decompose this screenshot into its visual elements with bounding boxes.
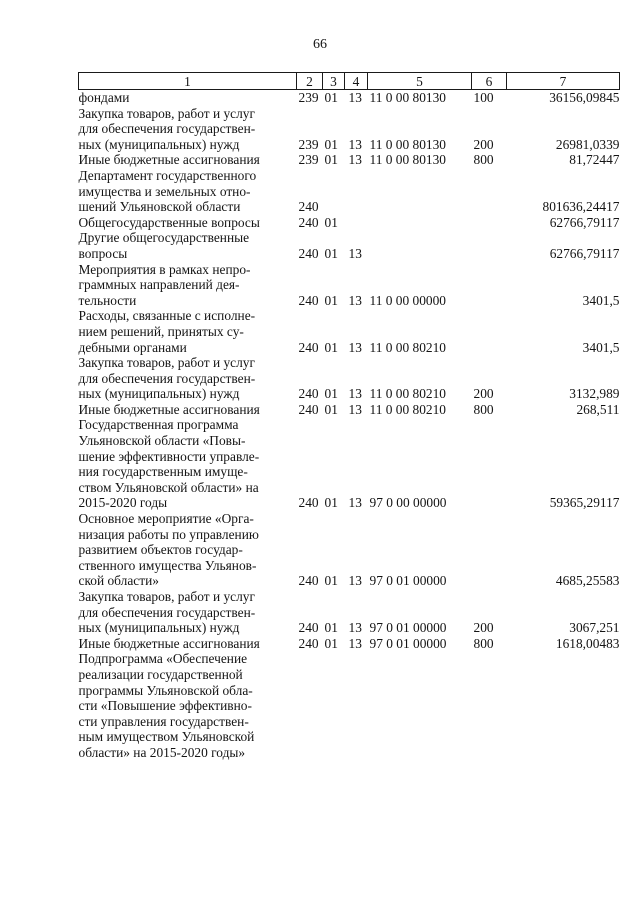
row-admin-code: 240 bbox=[298, 245, 319, 261]
row-amount: 3067,251 bbox=[569, 620, 620, 636]
row-expense-type: 800 bbox=[473, 152, 494, 168]
row-amount: 268,511 bbox=[576, 401, 620, 417]
row-name-line: реализации государственной bbox=[78, 666, 243, 682]
table-row bbox=[79, 262, 620, 309]
table-row bbox=[79, 90, 620, 106]
table-row bbox=[79, 511, 620, 589]
table-row bbox=[79, 589, 620, 636]
row-expense-type bbox=[472, 308, 507, 355]
row-name bbox=[79, 417, 297, 511]
table-row bbox=[79, 402, 620, 418]
row-expense-type: 200 bbox=[473, 386, 494, 402]
row-admin-code: 240 bbox=[298, 199, 319, 215]
row-target-article bbox=[368, 215, 472, 231]
row-amount: 1618,00483 bbox=[555, 635, 620, 651]
row-name-line: сти управления государствен- bbox=[78, 713, 249, 729]
row-name-line: дебными органами bbox=[78, 339, 187, 355]
row-name bbox=[79, 230, 297, 261]
row-name-line: для обеспечения государствен- bbox=[78, 604, 256, 620]
row-amount bbox=[507, 651, 620, 760]
row-name bbox=[79, 308, 297, 355]
row-subsection-code: 13 bbox=[348, 573, 362, 589]
row-name-line: граммных направлений дея- bbox=[78, 277, 240, 293]
row-expense-type bbox=[472, 651, 507, 760]
row-admin-code: 240 bbox=[298, 214, 319, 230]
row-expense-type: 800 bbox=[473, 635, 494, 651]
row-name-line: ным имуществом Ульяновской bbox=[78, 729, 255, 745]
row-name-line: Закупка товаров, работ и услуг bbox=[78, 355, 255, 371]
row-amount: 62766,79117 bbox=[549, 245, 620, 261]
table-row bbox=[79, 152, 620, 168]
row-name-line: шений Ульяновской области bbox=[78, 199, 241, 215]
row-name-line: развитием объектов государ- bbox=[78, 542, 243, 558]
row-section-code: 01 bbox=[324, 339, 338, 355]
row-expense-type: 200 bbox=[473, 620, 494, 636]
row-target-article: 97 0 01 00000 bbox=[369, 635, 447, 651]
row-name-line: тельности bbox=[78, 292, 137, 308]
row-amount: 36156,09845 bbox=[549, 90, 620, 105]
row-target-article: 11 0 00 80210 bbox=[369, 339, 446, 355]
row-name-line: вопросы bbox=[78, 245, 128, 261]
row-section-code bbox=[323, 168, 345, 215]
row-name-line: Государственная программа bbox=[78, 417, 239, 433]
row-amount: 81,72447 bbox=[569, 152, 620, 168]
table-row bbox=[79, 168, 620, 215]
row-name bbox=[79, 262, 297, 309]
row-name-line: Закупка товаров, работ и услуг bbox=[78, 105, 255, 121]
row-admin-code: 240 bbox=[298, 635, 319, 651]
row-subsection-code: 13 bbox=[348, 401, 362, 417]
row-name-line: программы Ульяновской обла- bbox=[78, 682, 253, 698]
row-target-article: 97 0 00 00000 bbox=[369, 495, 447, 511]
table-row bbox=[79, 636, 620, 652]
row-expense-type: 200 bbox=[473, 136, 494, 152]
row-expense-type bbox=[472, 417, 507, 511]
row-section-code: 01 bbox=[324, 620, 338, 636]
row-section-code: 01 bbox=[324, 245, 338, 261]
row-subsection-code: 13 bbox=[348, 339, 362, 355]
row-section-code: 01 bbox=[324, 495, 338, 511]
header-col-admin: 2 bbox=[297, 73, 323, 90]
row-admin-code: 239 bbox=[298, 90, 319, 105]
row-expense-type bbox=[472, 215, 507, 231]
row-name-line: нием решений, принятых су- bbox=[78, 323, 244, 339]
row-subsection-code bbox=[345, 651, 368, 760]
row-name bbox=[79, 152, 297, 168]
row-name-line: имущества и земельных отно- bbox=[78, 183, 251, 199]
row-name-line: области» на 2015-2020 годы» bbox=[78, 744, 246, 760]
budget-table bbox=[78, 72, 620, 761]
row-section-code: 01 bbox=[324, 90, 338, 105]
table-row bbox=[79, 417, 620, 511]
row-expense-type bbox=[472, 511, 507, 589]
row-name-line: фондами bbox=[78, 90, 130, 105]
row-name-line: Основное мероприятие «Орга- bbox=[78, 511, 254, 527]
row-section-code: 01 bbox=[324, 386, 338, 402]
row-name-line: Закупка товаров, работ и услуг bbox=[78, 589, 255, 604]
row-subsection-code: 13 bbox=[348, 292, 362, 308]
row-amount: 4685,25583 bbox=[555, 573, 620, 589]
row-name-line: ния государственным имуще- bbox=[78, 464, 248, 480]
table-row bbox=[79, 651, 620, 760]
row-admin-code: 239 bbox=[298, 152, 319, 168]
row-name-line: сти «Повышение эффективно- bbox=[78, 698, 252, 714]
row-subsection-code bbox=[345, 215, 368, 231]
table-header bbox=[79, 73, 620, 90]
row-admin-code: 240 bbox=[298, 386, 319, 402]
header-col-subsection: 4 bbox=[345, 73, 368, 90]
row-name-line: Ульяновской области «Повы- bbox=[78, 433, 246, 449]
row-name-line: Иные бюджетные ассигнования bbox=[78, 152, 260, 168]
row-section-code: 01 bbox=[324, 635, 338, 651]
row-name-line: Расходы, связанные с исполне- bbox=[78, 308, 256, 324]
row-name bbox=[79, 106, 297, 153]
row-subsection-code: 13 bbox=[348, 386, 362, 402]
table-row bbox=[79, 215, 620, 231]
row-subsection-code: 13 bbox=[348, 635, 362, 651]
row-section-code: 01 bbox=[324, 152, 338, 168]
row-name-line: Другие общегосударственные bbox=[78, 230, 250, 246]
row-section-code: 01 bbox=[324, 214, 338, 230]
row-name-line: Департамент государственного bbox=[78, 167, 257, 183]
row-admin-code: 240 bbox=[298, 620, 319, 636]
row-subsection-code: 13 bbox=[348, 245, 362, 261]
row-name bbox=[79, 511, 297, 589]
row-name-line: Мероприятия в рамках непро- bbox=[78, 261, 251, 277]
table-row bbox=[79, 230, 620, 261]
row-expense-type: 100 bbox=[473, 90, 494, 105]
row-amount: 3401,5 bbox=[582, 339, 620, 355]
row-target-article: 11 0 00 80130 bbox=[369, 136, 446, 152]
row-name-line: низация работы по управлению bbox=[78, 526, 259, 542]
row-amount: 59365,29117 bbox=[549, 495, 620, 511]
row-name bbox=[79, 90, 297, 106]
row-name-line: Подпрограмма «Обеспечение bbox=[78, 651, 248, 667]
row-name-line: для обеспечения государствен- bbox=[78, 121, 256, 137]
row-name-line: ственного имущества Ульянов- bbox=[78, 557, 257, 573]
row-subsection-code: 13 bbox=[348, 136, 362, 152]
row-name bbox=[79, 651, 297, 760]
row-subsection-code: 13 bbox=[348, 495, 362, 511]
row-amount: 3401,5 bbox=[582, 292, 620, 308]
row-section-code bbox=[323, 651, 345, 760]
row-name bbox=[79, 402, 297, 418]
table-row bbox=[79, 106, 620, 153]
row-amount: 801636,24417 bbox=[542, 199, 620, 215]
row-admin-code: 240 bbox=[298, 339, 319, 355]
header-col-name: 1 bbox=[79, 73, 297, 90]
header-col-section: 3 bbox=[323, 73, 345, 90]
row-target-article: 11 0 00 80210 bbox=[369, 386, 446, 402]
header-col-amount: 7 bbox=[507, 73, 620, 90]
row-expense-type bbox=[472, 230, 507, 261]
row-name-line: Иные бюджетные ассигнования bbox=[78, 635, 260, 651]
row-section-code: 01 bbox=[324, 136, 338, 152]
row-name-line: ных (муниципальных) нужд bbox=[78, 136, 240, 152]
header-col-target-article: 5 bbox=[368, 73, 472, 90]
row-expense-type bbox=[472, 262, 507, 309]
row-name-line: шение эффективности управле- bbox=[78, 448, 260, 464]
row-target-article: 97 0 01 00000 bbox=[369, 620, 447, 636]
row-admin-code: 240 bbox=[298, 401, 319, 417]
row-target-article: 11 0 00 80130 bbox=[369, 90, 446, 105]
row-amount: 62766,79117 bbox=[549, 214, 620, 230]
row-name bbox=[79, 636, 297, 652]
row-section-code: 01 bbox=[324, 292, 338, 308]
row-subsection-code: 13 bbox=[348, 620, 362, 636]
row-name bbox=[79, 589, 297, 636]
table-row bbox=[79, 308, 620, 355]
row-section-code: 01 bbox=[324, 573, 338, 589]
row-name bbox=[79, 168, 297, 215]
row-target-article: 11 0 00 00000 bbox=[369, 292, 446, 308]
row-name-line: для обеспечения государствен- bbox=[78, 370, 256, 386]
row-expense-type bbox=[472, 168, 507, 215]
page-number: 66 bbox=[313, 37, 327, 52]
row-name-line: 2015-2020 годы bbox=[78, 495, 168, 511]
row-subsection-code: 13 bbox=[348, 152, 362, 168]
row-target-article bbox=[368, 230, 472, 261]
row-subsection-code: 13 bbox=[348, 90, 362, 105]
row-target-article bbox=[368, 651, 472, 760]
row-target-article: 11 0 00 80130 bbox=[369, 152, 446, 168]
row-amount: 26981,0339 bbox=[555, 136, 620, 152]
row-name-line: ных (муниципальных) нужд bbox=[78, 620, 240, 636]
row-name-line: ской области» bbox=[78, 573, 159, 589]
row-subsection-code bbox=[345, 168, 368, 215]
row-target-article: 97 0 01 00000 bbox=[369, 573, 447, 589]
table-row bbox=[79, 355, 620, 402]
row-target-article: 11 0 00 80210 bbox=[369, 401, 446, 417]
row-target-article bbox=[368, 168, 472, 215]
row-expense-type: 800 bbox=[473, 401, 494, 417]
row-admin-code: 240 bbox=[298, 573, 319, 589]
row-name-line: Общегосударственные вопросы bbox=[78, 214, 260, 230]
row-admin-code: 239 bbox=[298, 136, 319, 152]
row-admin-code: 240 bbox=[298, 495, 319, 511]
row-name bbox=[79, 355, 297, 402]
row-admin-code: 240 bbox=[298, 292, 319, 308]
table-body bbox=[79, 90, 620, 761]
row-section-code: 01 bbox=[324, 401, 338, 417]
row-name-line: ных (муниципальных) нужд bbox=[78, 386, 240, 402]
row-admin-code bbox=[297, 651, 323, 760]
row-name-line: Иные бюджетные ассигнования bbox=[78, 401, 260, 417]
header-col-expense-type: 6 bbox=[472, 73, 507, 90]
row-name bbox=[79, 215, 297, 231]
row-amount: 3132,989 bbox=[569, 386, 620, 402]
header-row bbox=[79, 73, 620, 90]
row-name-line: ством Ульяновской области» на bbox=[78, 479, 259, 495]
